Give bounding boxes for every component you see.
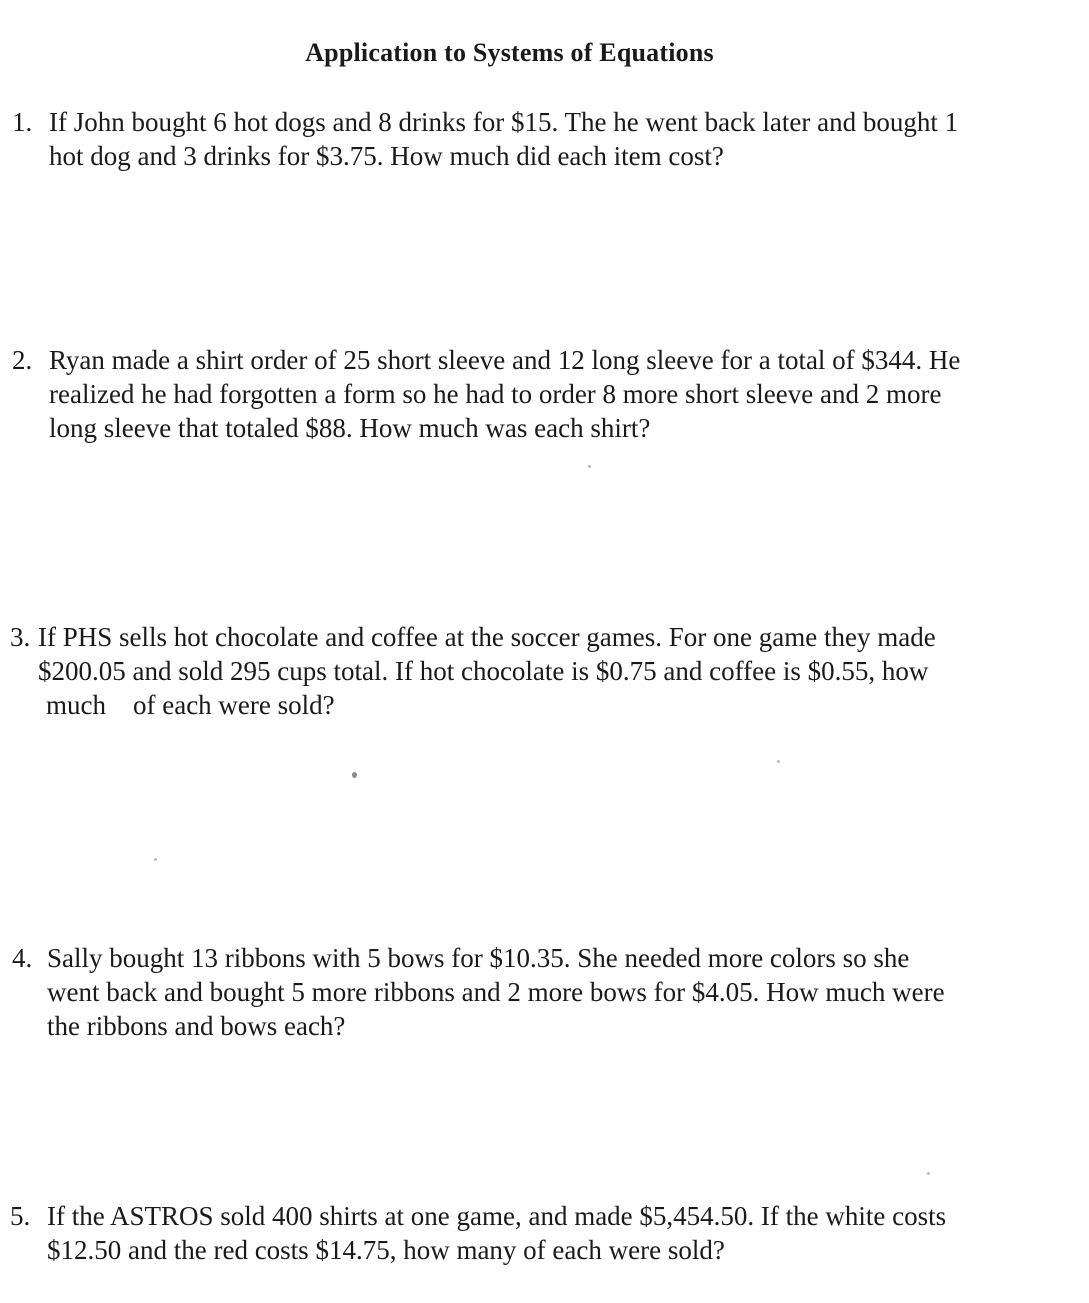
problem-text-line: If PHS sells hot chocolate and coffee at the soccer games. For one game they made <box>38 622 936 652</box>
problem-3 <box>10 620 936 722</box>
problem-4 <box>12 941 945 1043</box>
problem-text-line: Sally bought 13 ribbons with 5 bows for $10.35. She needed more colors so she <box>47 943 910 973</box>
problem-text-line: hot dog and 3 drinks for $3.75. How much did each item cost? <box>49 141 724 171</box>
problem-number: 4. <box>12 943 33 973</box>
problem-text-line: $200.05 and sold 295 cups total. If hot chocolate is $0.75 and coffee is $0.55, how <box>38 656 929 686</box>
problem-text-line: long sleeve that totaled $88. How much was each shirt? <box>49 413 651 443</box>
problem-text-line: realized he had forgotten a form so he had to order 8 more short sleeve and 2 more <box>49 379 942 409</box>
problem-text-line: Ryan made a shirt order of 25 short sleeve and 12 long sleeve for a total of $344. He <box>49 345 961 375</box>
problem-text-line: $12.50 and the red costs $14.75, how many of each were sold? <box>47 1235 725 1265</box>
problem-2 <box>12 343 960 445</box>
scan-speck <box>927 1172 930 1175</box>
scan-speck <box>352 772 357 778</box>
problem-number: 3. <box>10 622 31 652</box>
problem-1 <box>12 105 958 173</box>
scan-speck <box>588 465 591 468</box>
problem-number: 2. <box>12 345 33 375</box>
problem-text-line: If John bought 6 hot dogs and 8 drinks for $15. The he went back later and bought 1 <box>49 107 959 137</box>
scan-speck <box>154 858 157 861</box>
problem-number: 5. <box>10 1201 31 1231</box>
problem-text-line: the ribbons and bows each? <box>47 1011 346 1041</box>
problem-5 <box>10 1199 946 1267</box>
problem-number: 1. <box>12 107 33 137</box>
scan-speck <box>777 760 780 763</box>
worksheet-title: Application to Systems of Equations <box>305 38 714 67</box>
problem-text-line: much of each were sold? <box>46 690 335 720</box>
problem-text-line: went back and bought 5 more ribbons and 2 more bows for $4.05. How much were <box>47 977 945 1007</box>
problem-text-line: If the ASTROS sold 400 shirts at one game, and made $5,454.50. If the white costs <box>47 1201 947 1231</box>
